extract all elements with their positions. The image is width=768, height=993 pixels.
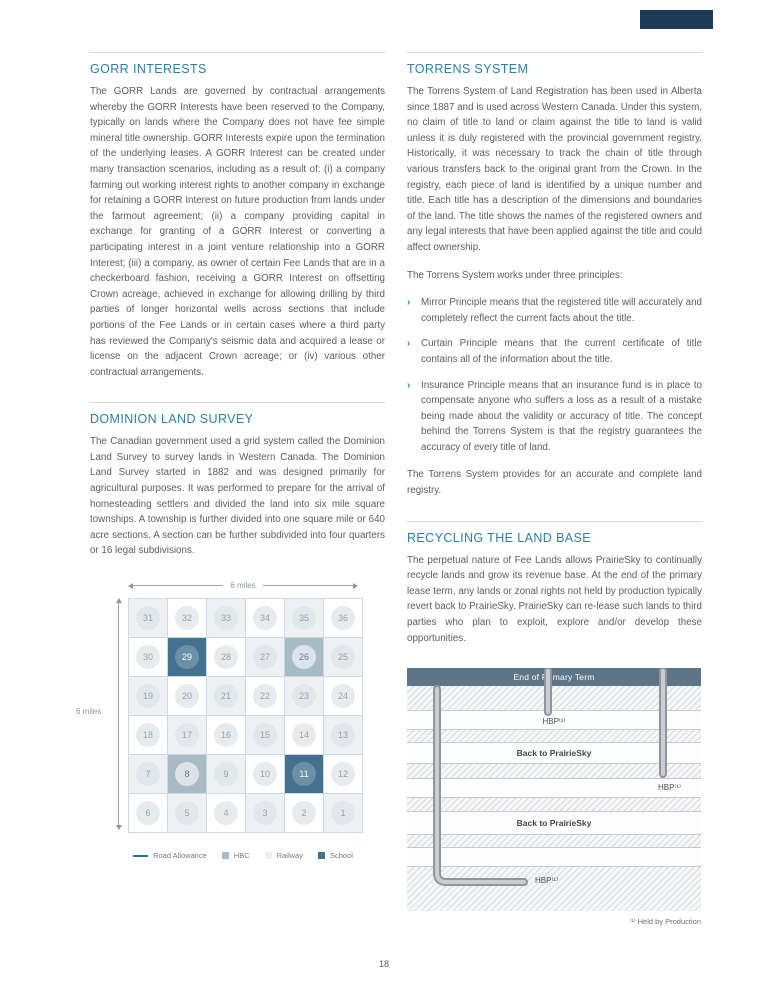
- section-cell: [207, 599, 245, 637]
- section-number: 24: [331, 684, 355, 708]
- section-body: The Torrens System of Land Registration has been used in Alberta since 1887 and is used across Western Canada. Under this system, no claim of title to land or claim against the title to land is valid unless it is duly registered with the provincial government registry. Historically, it was necessary to track the chain of title through various transfers back to the original grant from the Crown. In the registry, each piece of land is identified by a unique number and title. Each title has a description of the dimensions and boundaries of the land. The title shows the names of the registered owners and any legal interests that have been applied against the title and could affect ownership.: [407, 86, 702, 253]
- strata-band: [407, 730, 701, 742]
- section-gorr-interests: [90, 52, 385, 380]
- section-title: TORRENS SYSTEM: [407, 62, 529, 76]
- section-cell: [207, 638, 245, 676]
- section-cell: [207, 677, 245, 715]
- section-number: 14: [292, 723, 316, 747]
- bullet-chevron-icon: ›: [407, 338, 411, 350]
- arrow-line: [263, 585, 353, 586]
- strata-band: [407, 742, 701, 764]
- strata-band: [407, 686, 701, 710]
- strata-band: [407, 867, 701, 911]
- page-corner-tab: [640, 10, 713, 29]
- diagram-header: End of Primary Term: [407, 668, 701, 686]
- section-number: 10: [253, 762, 277, 786]
- list-item: [407, 295, 702, 326]
- bullet-text: Insurance Principle means that an insurance fund is in place to compensate anyone who suffers a loss as a result of a mistake being made about the validity or accuracy of title. The concept behind the Torrens System is that the registry guarantees the accuracy of every title of land.: [421, 379, 702, 453]
- left-column: [76, 52, 385, 926]
- strata-band: [407, 835, 701, 847]
- arrow-line: [133, 585, 223, 586]
- section-number: 33: [214, 606, 238, 630]
- section-number: 17: [175, 723, 199, 747]
- principles-intro: The Torrens System works under three principles:: [407, 269, 623, 281]
- section-body: The perpetual nature of Fee Lands allows PrairieSky to continually recycle lands and grow its revenue base. At the end of the primary lease term, any lands or zonal rights not held by production typically revert back to PrairieSky. PrairieSky can re-lease such lands to third parties who plan to exploit, explore and/or develop these opportunities.: [407, 554, 702, 644]
- section-number: 7: [136, 762, 160, 786]
- section-number: 18: [136, 723, 160, 747]
- legend-item: [265, 851, 303, 860]
- strata-layers: [407, 686, 701, 911]
- section-cell: [168, 638, 206, 676]
- section-number: 31: [136, 606, 160, 630]
- height-label: 6 miles: [76, 707, 102, 717]
- width-label: 6 miles: [230, 581, 256, 591]
- land-recycling-diagram: [407, 668, 701, 911]
- page-number: 18: [378, 959, 389, 969]
- section-number: 21: [214, 684, 238, 708]
- arrow-line: [118, 603, 119, 825]
- strata-band: [407, 811, 701, 835]
- legend-label: HBC: [233, 851, 250, 861]
- section-number: 8: [175, 762, 199, 786]
- section-cell: [324, 599, 362, 637]
- legend-label: Road Allowance: [153, 851, 207, 861]
- section-number: 23: [292, 684, 316, 708]
- section-number: 19: [136, 684, 160, 708]
- section-number: 15: [253, 723, 277, 747]
- section-title: DOMINION LAND SURVEY: [90, 412, 254, 427]
- section-cell: [246, 638, 284, 676]
- hbc-swatch: [222, 852, 229, 859]
- list-item: [407, 378, 702, 456]
- arrow-right-icon: [353, 583, 358, 589]
- school-swatch: [318, 852, 325, 859]
- section-rule: [407, 521, 702, 522]
- list-item: [407, 336, 702, 367]
- section-number: 3: [253, 801, 277, 825]
- legend-label: School: [329, 851, 353, 861]
- right-column: [407, 52, 702, 926]
- section-body: The GORR Lands are governed by contractual arrangements whereby the GORR Interests have been reserved to the Company, typically on lands where the Company does not have fee simple mineral title ownership. GORR Interests expire upon the termination of the underlying leases. A GORR Interest can be created under many transaction scenarios, including as a result of: (i) a company farming out working interest rights to another company in exchange for retaining a GORR Interest on future production from lands under the farmout agreement; (ii) a company providing capital in exchange for granting of a GORR Interest or converting a participating interest in a joint venture relationship into a GORR Interest; (iii) a company, as owner of certain Fee Lands that are in a checkerboard fashion, receiving a GORR Interest on offsetting Crown acreage, achieved in exchange for allowing drilling by third parties of longer horizontal wells across sections that include portions of the Fee Lands or in certain cases where a third party has reviewed the Company's seismic data and acquired a lease or license on the adjacent Crown acreage; or (iv) various other contractual arrangements.: [90, 86, 385, 378]
- section-number: 34: [253, 606, 277, 630]
- section-cell: [129, 716, 167, 754]
- legend-item: [133, 851, 207, 860]
- section-cell: [129, 755, 167, 793]
- legend-label: Railway: [276, 851, 303, 861]
- section-number: 9: [214, 762, 238, 786]
- section-number: 30: [136, 645, 160, 669]
- section-closing: The Torrens System provides for an accurate and complete land registry.: [407, 469, 702, 497]
- section-cell: [129, 599, 167, 637]
- back-to-prairiesky-label: Back to PrairieSky: [516, 748, 592, 759]
- bullet-text: Mirror Principle means that the registered title will accurately and completely reflect the current facts about the title.: [421, 297, 702, 324]
- section-cell: [285, 794, 323, 832]
- section-cell: [246, 599, 284, 637]
- height-arrow: [114, 598, 123, 830]
- back-to-prairiesky-label: Back to PrairieSky: [516, 818, 592, 829]
- section-title: RECYCLING THE LAND BASE: [407, 530, 592, 545]
- footnote: ⁽¹⁾ Held by Production: [629, 917, 701, 927]
- section-rule: [90, 402, 385, 403]
- section-cell: [168, 677, 206, 715]
- section-number: 12: [331, 762, 355, 786]
- section-number: 20: [175, 684, 199, 708]
- section-torrens-system: [407, 52, 702, 499]
- section-cell: [324, 677, 362, 715]
- township-diagram: [76, 581, 385, 861]
- strata-band: [407, 798, 701, 811]
- strata-band: [407, 847, 701, 867]
- section-number: 5: [175, 801, 199, 825]
- section-number: 29: [175, 645, 199, 669]
- section-number: 35: [292, 606, 316, 630]
- hbp-label-top: HBP⁽¹⁾: [542, 717, 566, 727]
- section-cell: [285, 599, 323, 637]
- section-cell: [324, 716, 362, 754]
- legend-item: [318, 851, 353, 860]
- strata-band: [407, 710, 701, 730]
- section-cell: [168, 599, 206, 637]
- section-cell: [285, 638, 323, 676]
- section-number: 22: [253, 684, 277, 708]
- strata-band: [407, 764, 701, 778]
- section-cell: [168, 794, 206, 832]
- principles-list: [407, 295, 702, 455]
- hbp-label-bottom: HBP⁽¹⁾: [535, 876, 559, 886]
- section-dominion-land-survey: [90, 402, 385, 559]
- bullet-chevron-icon: ›: [407, 297, 411, 309]
- section-cell: [285, 755, 323, 793]
- section-number: 11: [292, 762, 316, 786]
- strata-band: [407, 778, 701, 798]
- section-cell: [324, 755, 362, 793]
- hbp-label-right: HBP⁽¹⁾: [657, 783, 681, 793]
- section-body: The Canadian government used a grid system called the Dominion Land Survey to survey lands in Western Canada. The Dominion Land Survey started in 1882 and was designed primarily for agricultural purposes. It was performed to prepare for the arrival of homesteading settlers and divided the land into six mile square townships. A township is further divided into one square mile or 640 acre sections. A section can be further subdivided into four quarters or 16 legal subdivisions.: [90, 436, 385, 557]
- section-title: GORR INTERESTS: [90, 62, 207, 76]
- section-number: 25: [331, 645, 355, 669]
- section-number: 32: [175, 606, 199, 630]
- section-number: 4: [214, 801, 238, 825]
- section-number: 6: [136, 801, 160, 825]
- section-cell: [129, 794, 167, 832]
- legend-item: [222, 851, 250, 860]
- section-rule: [90, 52, 385, 53]
- section-cell: [246, 794, 284, 832]
- section-number: 2: [292, 801, 316, 825]
- section-number: 1: [331, 801, 355, 825]
- section-cell: [129, 638, 167, 676]
- railway-swatch: [265, 852, 272, 859]
- section-cell: [324, 794, 362, 832]
- section-cell: [207, 716, 245, 754]
- section-cell: [207, 794, 245, 832]
- section-cell: [246, 716, 284, 754]
- section-rule: [407, 52, 702, 53]
- section-number: 26: [292, 645, 316, 669]
- section-cell: [168, 755, 206, 793]
- township-legend: [108, 851, 378, 860]
- section-cell: [285, 716, 323, 754]
- bullet-text: Curtain Principle means that the current certificate of title contains all of the information about the title.: [421, 338, 702, 365]
- line-swatch: [133, 855, 148, 857]
- section-number: 16: [214, 723, 238, 747]
- section-cell: [129, 677, 167, 715]
- section-cell: [285, 677, 323, 715]
- bullet-chevron-icon: ›: [407, 379, 411, 391]
- section-cell: [246, 755, 284, 793]
- section-recycling-land-base: [407, 521, 702, 647]
- township-grid: [128, 598, 363, 833]
- section-number: 13: [331, 723, 355, 747]
- page-content: [76, 52, 702, 927]
- section-number: 27: [253, 645, 277, 669]
- section-number: 28: [214, 645, 238, 669]
- width-arrow: [128, 581, 358, 590]
- section-number: 36: [331, 606, 355, 630]
- arrow-down-icon: [116, 825, 122, 830]
- section-cell: [246, 677, 284, 715]
- section-cell: [324, 638, 362, 676]
- section-cell: [168, 716, 206, 754]
- section-cell: [207, 755, 245, 793]
